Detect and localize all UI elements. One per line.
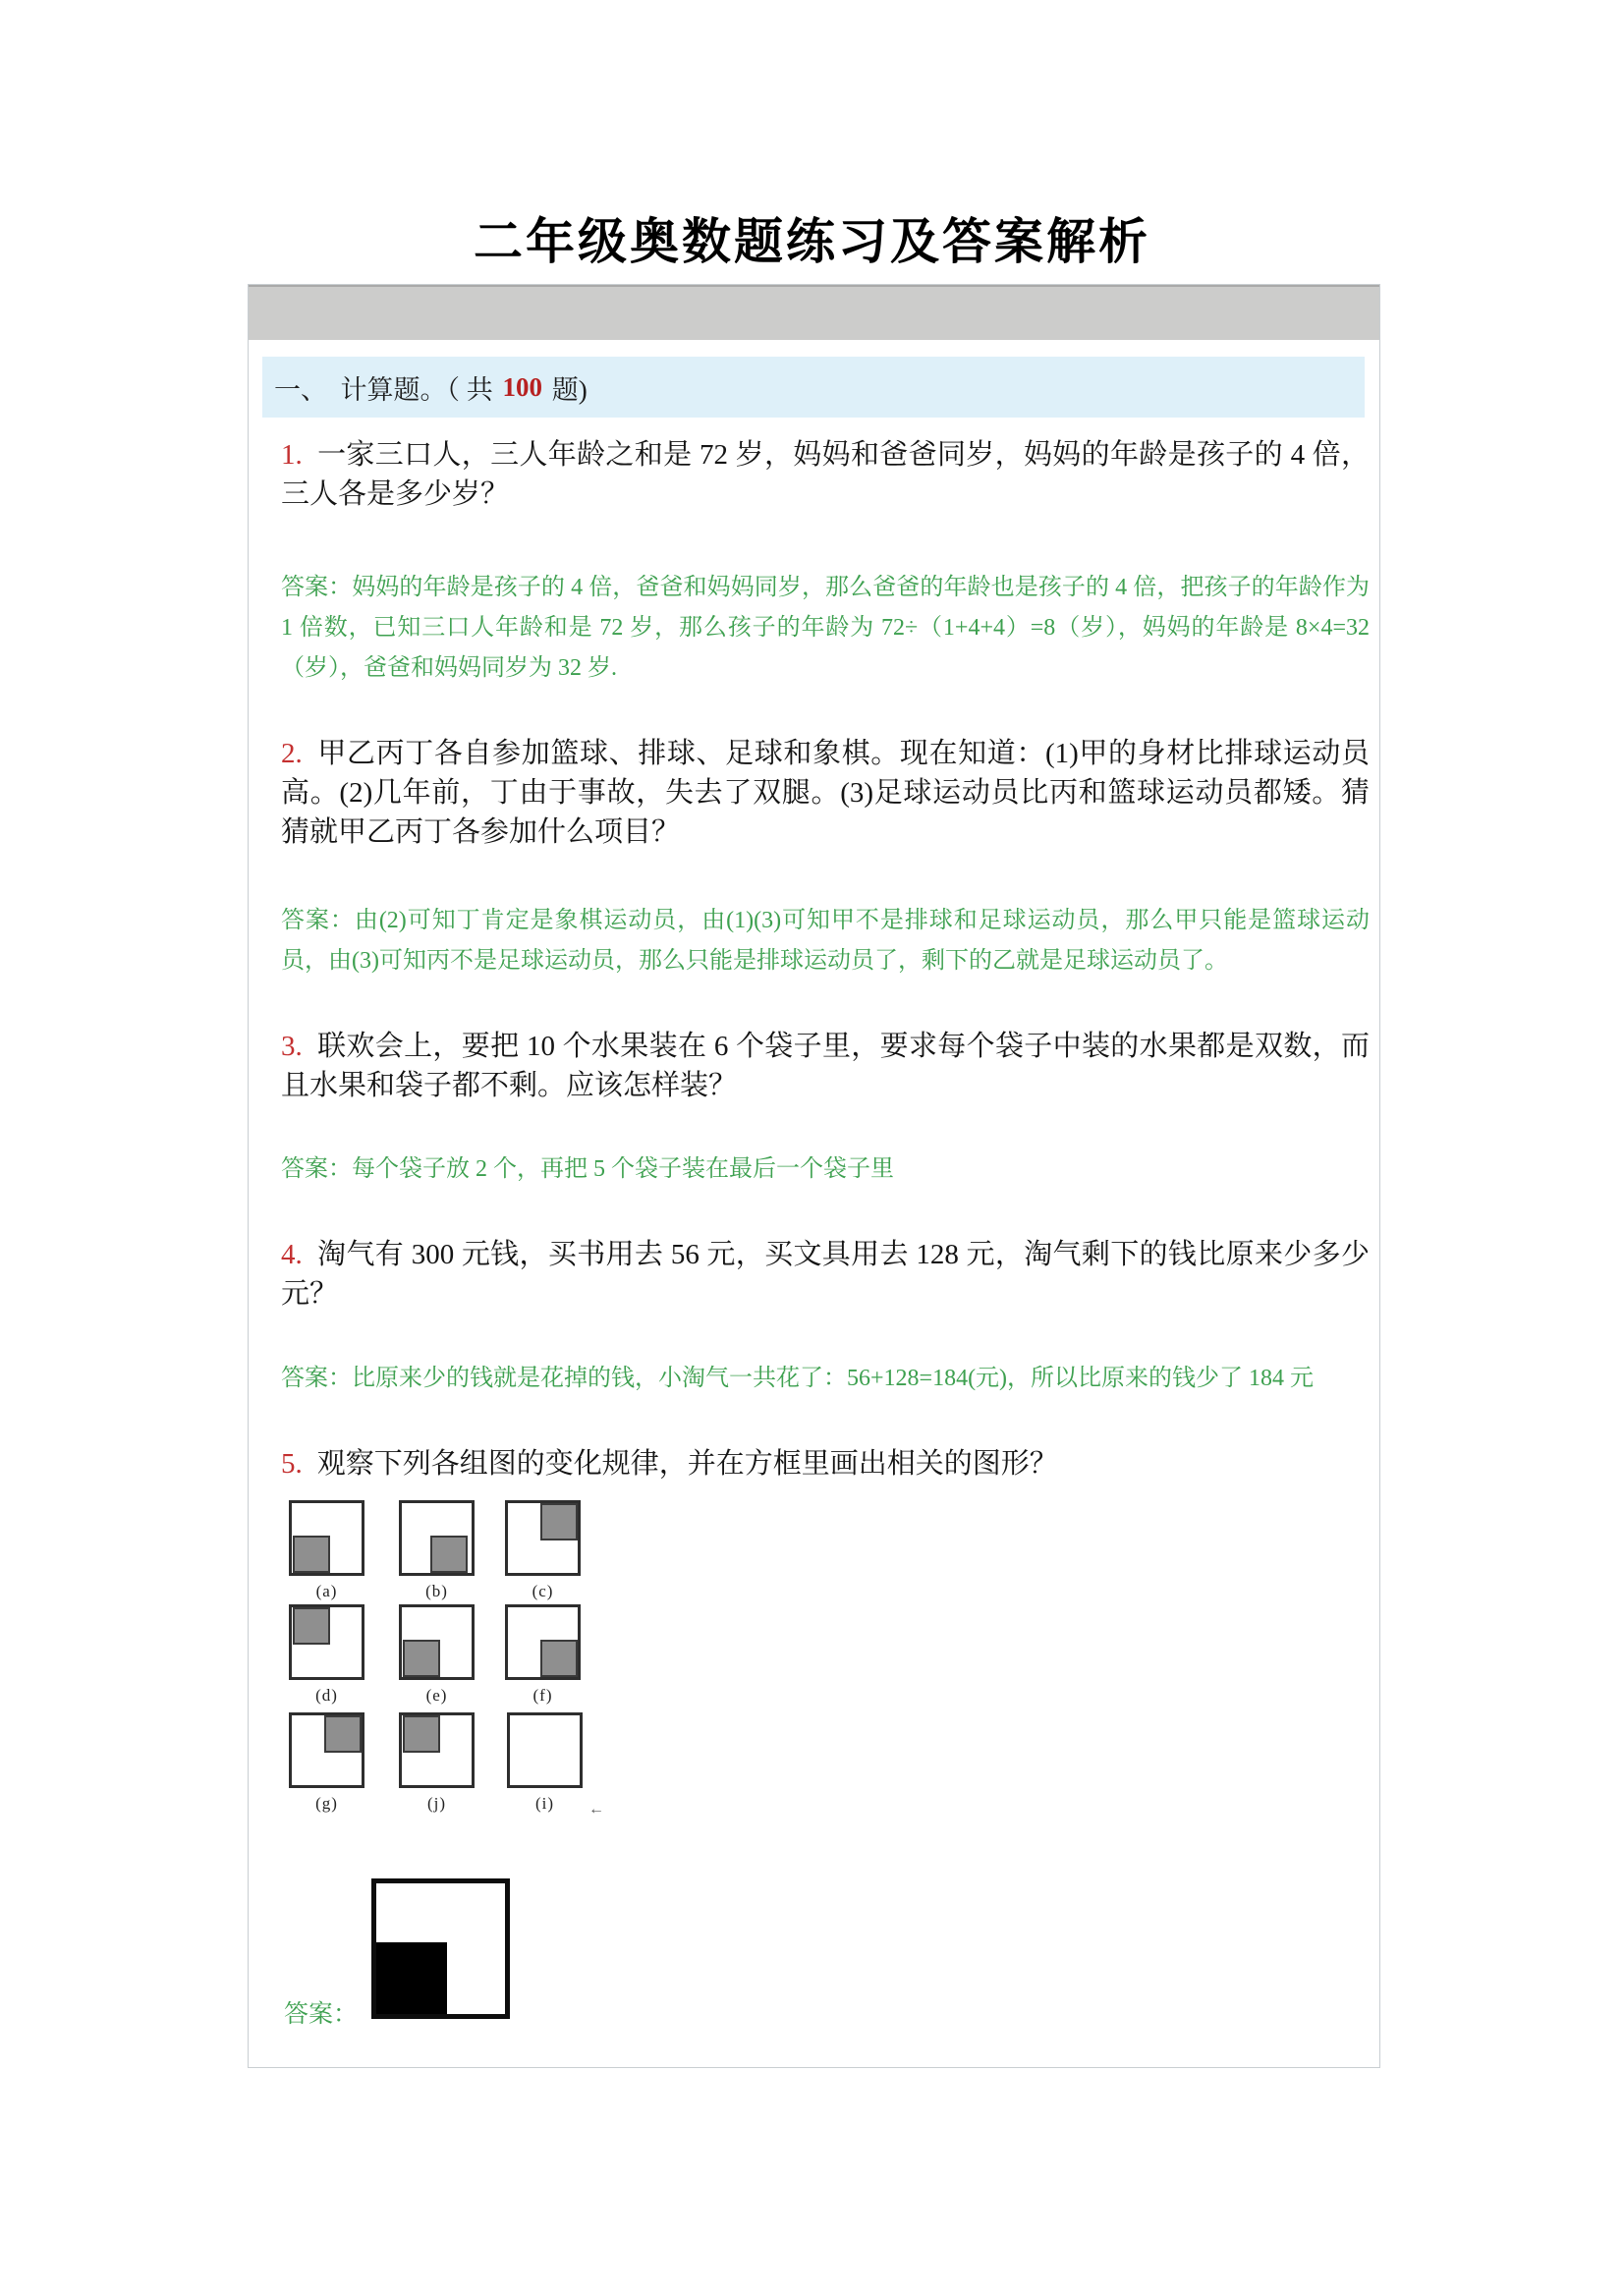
question-4-number: 4. [281,1239,303,1270]
outer-square [505,1604,581,1680]
pattern-cell-label: (e) [425,1686,448,1705]
question-1 [281,435,1370,514]
question-1-text: 一家三口人，三人年龄之和是 72 岁，妈妈和爸爸同岁，妈妈的年龄是孩子的 4 倍，三人各是多少岁？ [281,439,1370,510]
pattern-cell-i [507,1712,587,1814]
cursor-mark: ← [588,1801,604,1818]
question-3-number: 3. [281,1031,303,1062]
section-header [262,357,1365,418]
pattern-cell-label: (g) [315,1794,338,1813]
shaded-square [293,1607,330,1645]
shaded-square [293,1536,330,1573]
outer-square [289,1604,364,1680]
shaded-square [403,1715,440,1753]
pattern-cell-c [505,1500,585,1601]
section-question-count: 100 [502,371,542,402]
pattern-cell-d [289,1604,368,1706]
question-5 [281,1444,1370,1484]
section-header-suffix: 题) [545,374,588,405]
pattern-cell-b [399,1500,478,1601]
shaded-square [540,1503,578,1540]
question-2-text: 甲乙丙丁各自参加篮球、排球、足球和象棋。现在知道：(1)甲的身材比排球运动员高。(2)几年前，丁由于事故，失去了双腿。(3)足球运动员比丙和篮球运动员都矮。猜猜就甲乙丙丁各参加什么项目？ [281,738,1370,848]
pattern-cell-g [289,1712,368,1814]
question-1-number: 1. [281,439,303,471]
pattern-cell-label: (b) [425,1582,448,1600]
answer-2: 答案：由(2)可知丁肯定是象棋运动员，由(1)(3)可知甲不是排球和足球运动员，那么甲只能是篮球运动员，由(3)可知丙不是足球运动员，那么只能是排球运动员了，剩下的乙就是足球运动员了。 [281,908,1370,974]
pattern-cell-label: (c) [532,1582,554,1600]
answer-4: 答案：比原来少的钱就是花掉的钱，小淘气一共花了：56+128=184(元)，所以比原来的钱少了 184 元 [281,1366,1315,1391]
pattern-cell-label: (d) [315,1686,338,1705]
shaded-square [403,1640,440,1677]
answer-3: 答案：每个袋子放 2 个，再把 5 个袋子装在最后一个袋子里 [281,1156,894,1182]
page-title: 二年级奥数题练习及答案解析 [474,214,1150,269]
outer-square [399,1712,475,1788]
question-4-text: 淘气有 300 元钱，买书用去 56 元，买文具用去 128 元，淘气剩下的钱比原来少多少元？ [281,1239,1370,1310]
outer-square [399,1604,475,1680]
outer-square [507,1712,583,1788]
pattern-grid [249,1500,858,1824]
outer-square [399,1500,475,1576]
question-2 [281,734,1370,852]
question-5-text: 观察下列各组图的变化规律，并在方框里画出相关的图形？ [316,1448,1058,1480]
pattern-cell-label: (a) [315,1582,338,1600]
pattern-cell-j [399,1712,478,1814]
shaded-square [540,1640,578,1677]
pattern-cell-label: (i) [534,1794,555,1813]
outer-square [289,1712,364,1788]
outer-square [505,1500,581,1576]
pattern-cell-f [505,1604,585,1706]
question-5-number: 5. [281,1448,303,1480]
content-panel [248,284,1380,2068]
section-header-prefix: 一、 计算题。（ 共 [274,374,500,405]
outer-square [289,1500,364,1576]
answer-5-label: 答案： [284,2001,359,2028]
pattern-cell-e [399,1604,478,1706]
pattern-cell-a [289,1500,368,1601]
answer-1: 答案：妈妈的年龄是孩子的 4 倍，爸爸和妈妈同岁，那么爸爸的年龄也是孩子的 4 倍，把孩子的年龄作为 1 倍数，已知三口人年龄和是 72 岁，那么孩子的年龄为 72÷（1+4+4）=8（岁），妈妈的年龄是 8×4=32（岁），爸爸和妈妈同岁为 32 岁. [281,575,1370,681]
question-2-number: 2. [281,738,303,769]
question-3 [281,1027,1370,1105]
pattern-cell-label: (j) [426,1794,447,1813]
question-3-text: 联欢会上，要把 10 个水果装在 6 个袋子里，要求每个袋子中装的水果都是双数，而且水果和袋子都不剩。应该怎样装？ [281,1031,1370,1101]
pattern-cell-label: (f) [532,1686,553,1705]
question-4 [281,1235,1370,1314]
shaded-square [324,1715,362,1753]
answer-figure [371,1878,510,2019]
answer-shaded-square [376,1942,447,2014]
header-gray-bar [249,285,1379,340]
shaded-square [430,1536,468,1573]
